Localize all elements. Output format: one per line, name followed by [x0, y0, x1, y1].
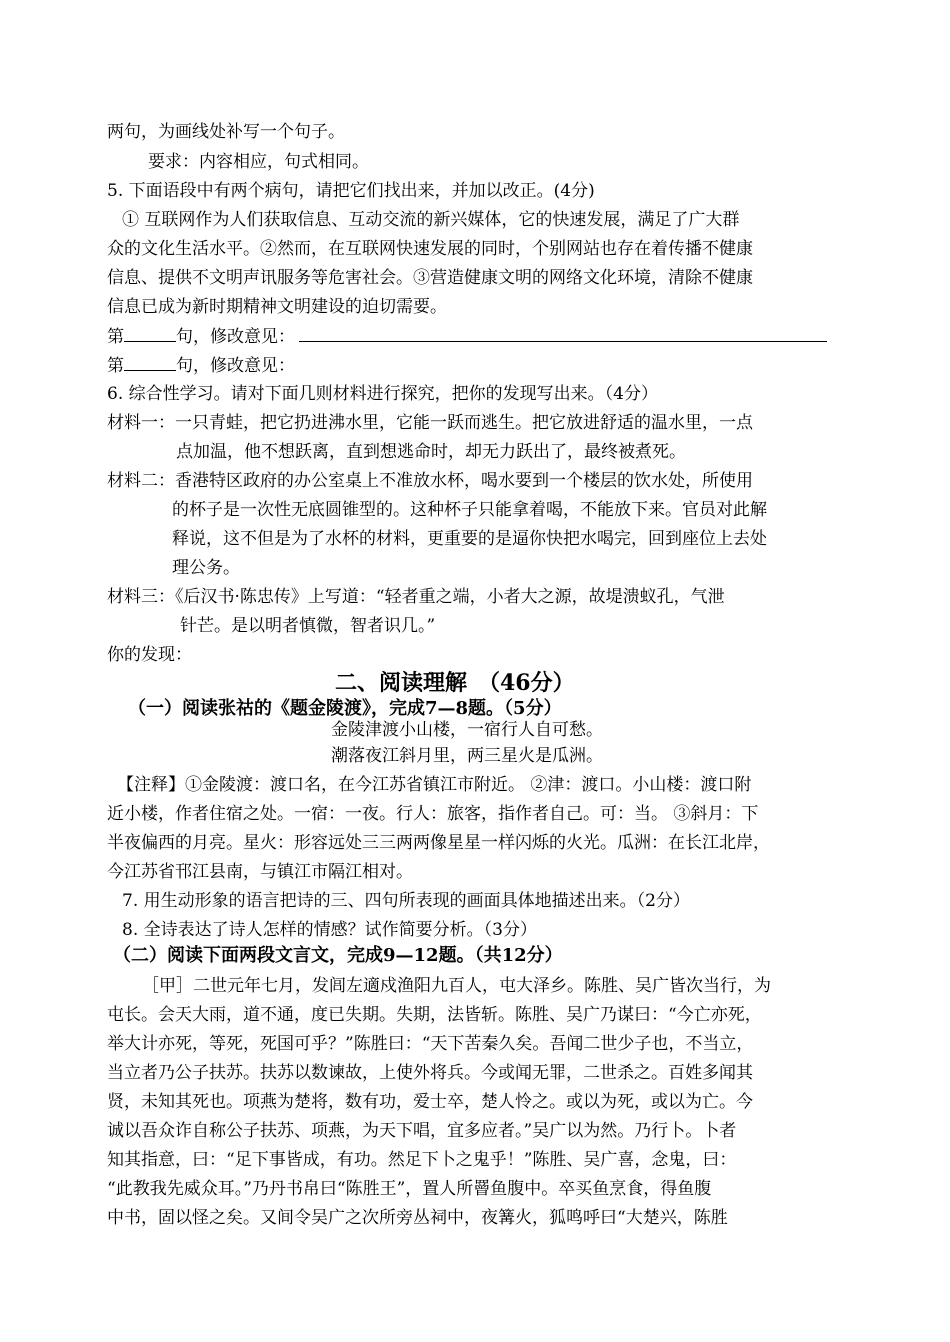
- poem-notes: 近小楼，作者住宿之处。一宿：一夜。行人：旅客，指作者自己。可：当。 ③斜月：下: [107, 804, 759, 824]
- passage-line: 贤，未知其死也。项燕为楚将，数有功，爱士卒，楚人怜之。或以为死，或以为亡。今: [107, 1092, 753, 1112]
- material-2-cont: 的杯子是一次性无底圆锥型的。这种杯子只能拿着喝，不能放下来。官员对此解: [172, 500, 767, 520]
- q5-paragraph-line: 众的文化生活水平。②然而，在互联网快速发展的同时，个别网站也存在着传播不健康: [107, 239, 753, 259]
- question-8: 8. 全诗表达了诗人怎样的情感？试作简要分析。（3分）: [122, 920, 537, 940]
- section-title-reading: 二、阅读理解 （46分）: [335, 670, 575, 696]
- material-2-cont: 释说，这不但是为了水杯的材料，更重要的是逼你快把水喝完，回到座位上去处: [172, 529, 767, 549]
- material-3: 材料三：《后汉书·陈忠传》上写道：“轻者重之端，小者大之源，故堤溃蚁孔，气泄: [107, 587, 725, 607]
- poem-notes: 【注释】①金陵渡：渡口名，在今江苏省镇江市附近。 ②津：渡口。小山楼：渡口附: [117, 775, 752, 795]
- your-finding-label: 你的发现：: [107, 645, 192, 665]
- question-7: 7. 用生动形象的语言把诗的三、四句所表现的画面具体地描述出来。（2分）: [122, 891, 690, 911]
- q5-answer-line-1: 第 句，修改意见：: [107, 325, 827, 348]
- q5-paragraph-line: ① 互联网作为人们获取信息、互动交流的新兴媒体，它的快速发展，满足了广大群: [122, 210, 740, 230]
- material-2-cont: 理公务。: [172, 558, 240, 578]
- passage-line: 当立者乃公子扶苏。扶苏以数谏故，上使外将兵。今或闻无罪，二世杀之。百姓多闻其: [107, 1063, 753, 1083]
- material-2: 材料二：香港特区政府的办公室桌上不准放水杯，喝水要到一个楼层的饮水处，所使用: [107, 471, 753, 491]
- q4-text: 两句，为画线处补写一个句子。: [107, 122, 345, 142]
- passage-line: 知其指意，曰：“足下事皆成，有功。然足下卜之鬼乎！”陈胜、吴广喜，念鬼，曰：: [107, 1150, 737, 1170]
- material-1: 材料一：一只青蛙，把它扔进沸水里，它能一跃而逃生。把它放进舒适的温水里，一点: [107, 413, 753, 433]
- passage-line: ［甲］二世元年七月，发闾左適戍渔阳九百人，屯大泽乡。陈胜、吴广皆次当行，为: [142, 976, 771, 996]
- sentence-number-blank[interactable]: [124, 325, 176, 342]
- passage-line: “此教我先威众耳。”乃丹书帛曰“陈胜王”，置人所罾鱼腹中。卒买鱼烹食，得鱼腹: [107, 1179, 712, 1199]
- q6-title: 6. 综合性学习。请对下面几则材料进行探究，把你的发现写出来。（4分）: [107, 384, 658, 404]
- q5-title: 5. 下面语段中有两个病句，请把它们找出来，并加以改正。(4分): [107, 181, 595, 201]
- sentence-number-blank[interactable]: [124, 354, 176, 371]
- poem-line: 潮落夜江斜月里，两三星火是瓜洲。: [331, 746, 603, 766]
- passage-line: 举大计亦死，等死，死国可乎？”陈胜曰：“天下苦秦久矣。吾闻二世少子也，不当立，: [107, 1034, 754, 1054]
- revision-answer-line[interactable]: [299, 325, 827, 342]
- q4-requirement: 要求：内容相应，句式相同。: [148, 152, 369, 172]
- q5-answer-line-2: 第 句，修改意见：: [107, 356, 295, 376]
- poem-notes: 半夜偏西的月亮。星火：形容远处三三两两像星星一样闪烁的火光。瓜洲：在长江北岸，: [107, 833, 770, 853]
- poem-notes: 今江苏省邗江县南，与镇江市隔江相对。: [107, 862, 413, 882]
- poem-heading: （一）阅读张祜的《题金陵渡》，完成7—8题。（5分）: [128, 698, 562, 719]
- q5-paragraph-line: 信息已成为新时期精神文明建设的迫切需要。: [107, 297, 447, 317]
- passage-line: 中书，固以怪之矣。又间令吴广之次所旁丛祠中，夜篝火，狐鸣呼曰“大楚兴，陈胜: [107, 1208, 728, 1228]
- passage-line: 屯长。会天大雨，道不通，度已失期。失期，法皆斩。陈胜、吴广乃谋曰：“今亡亦死，: [107, 1005, 762, 1025]
- passage-line: 诚以吾众诈自称公子扶苏、项燕，为天下唱，宜多应者。”吴广以为然。乃行卜。卜者: [107, 1121, 737, 1141]
- classical-heading: （二）阅读下面两段文言文，完成9—12题。（共12分）: [113, 945, 563, 966]
- material-3-cont: 针芒。是以明者慎微，智者识几。”: [180, 616, 436, 636]
- material-1-cont: 点加温，他不想跃离，直到想逃命时，却无力跃出了，最终被煮死。: [176, 442, 686, 462]
- q5-paragraph-line: 信息、提供不文明声讯服务等危害社会。③营造健康文明的网络文化环境，清除不健康: [107, 268, 753, 288]
- poem-line: 金陵津渡小山楼，一宿行人自可愁。: [331, 720, 603, 740]
